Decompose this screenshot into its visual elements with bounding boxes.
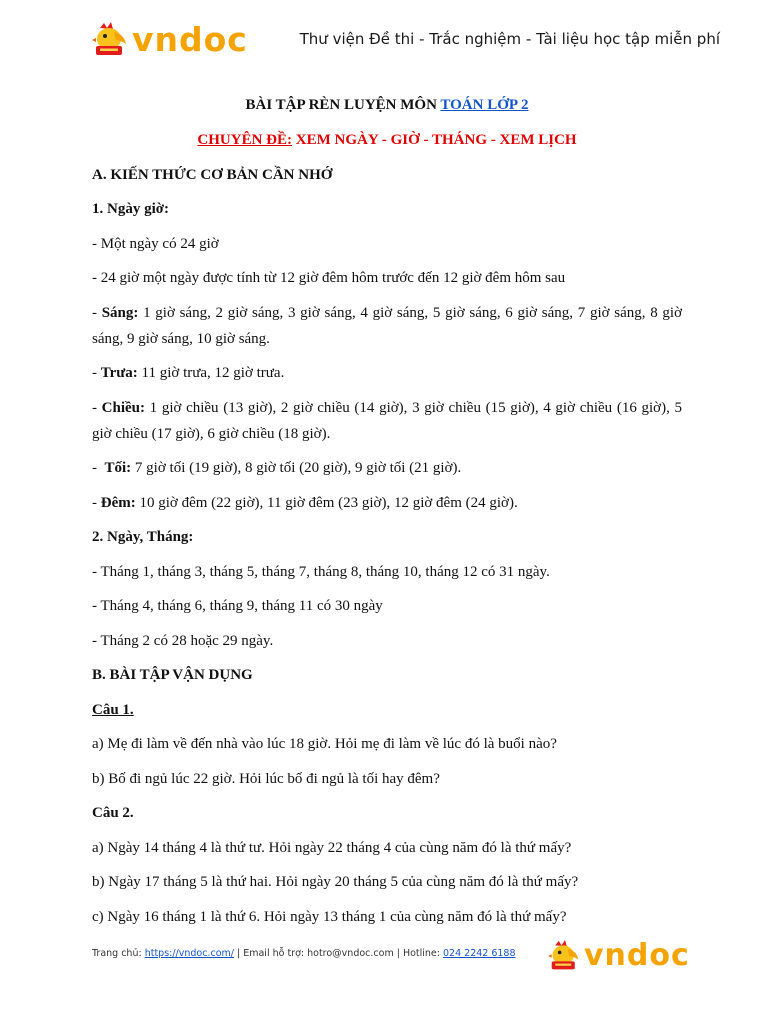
title-prefix: BÀI TẬP RÈN LUYỆN MÔN (245, 97, 441, 113)
cau1-heading: Câu 1. (92, 701, 134, 718)
rooster-mascot-icon (92, 22, 130, 58)
title-subject-link[interactable]: TOÁN LỚP 2 (440, 97, 529, 113)
document-body (92, 92, 682, 938)
sang-paragraph: - Sáng: 1 giờ sáng, 2 giờ sáng, 3 giờ sáng, 4 giờ sáng, 5 giờ sáng, 6 giờ sáng, 7 giờ sáng, 8 giờ sáng, 9 giờ sáng, 10 giờ sáng. (92, 304, 683, 347)
logo-wordmark: vndoc (132, 20, 248, 59)
footer-home-link[interactable]: https://vndoc.com/ (144, 948, 234, 959)
part1-line2: - 24 giờ một ngày được tính từ 12 giờ đêm hôm trước đến 12 giờ đêm hôm sau (92, 270, 566, 286)
part2-heading: 2. Ngày, Tháng: (92, 529, 194, 545)
subtitle-text: XEM NGÀY - GIỜ - THÁNG - XEM LỊCH (292, 132, 577, 148)
cau2-a: a) Ngày 14 tháng 4 là thứ tư. Hỏi ngày 22 tháng 4 của cùng năm đó là thứ mấy? (92, 839, 572, 856)
chieu-paragraph: - Chiều: 1 giờ chiều (13 giờ), 2 giờ chiều (14 giờ), 3 giờ chiều (15 giờ), 4 giờ chiều (16 giờ), 5 giờ chiều (17 giờ), 6 giờ chiều (18 giờ). (92, 399, 682, 442)
toi-paragraph: - Tối: 7 giờ tối (19 giờ), 8 giờ tối (20 giờ), 9 giờ tối (21 giờ). (92, 460, 462, 476)
chieu-label: Chiều: (101, 399, 145, 416)
header-tagline: Thư viện Đề thi - Trắc nghiệm - Tài liệu học tập miễn phí (299, 30, 720, 48)
dem-text: 10 giờ đêm (22 giờ), 11 giờ đêm (23 giờ), 12 giờ đêm (24 giờ). (135, 494, 518, 511)
document-subtitle (92, 127, 682, 153)
footer-contact (92, 948, 516, 959)
trua-label: Trưa: (100, 365, 138, 381)
footer-logo-wordmark: vndoc (584, 938, 690, 973)
toi-label: Tối: (104, 460, 132, 476)
vndoc-logo[interactable] (92, 22, 248, 58)
part2-line2: - Tháng 4, tháng 6, tháng 9, tháng 11 có 30 ngày (92, 598, 383, 614)
part1-heading: 1. Ngày giờ: (92, 201, 170, 217)
cau2-c: c) Ngày 16 tháng 1 là thứ 6. Hỏi ngày 13 tháng 1 của cùng năm đó là thứ mấy? (92, 908, 567, 925)
page-footer (0, 934, 768, 984)
footer-home-label: Trang chủ: (92, 948, 145, 959)
document-title (92, 92, 682, 118)
cau1-b: b) Bố đi ngủ lúc 22 giờ. Hỏi lúc bố đi ngủ là tối hay đêm? (92, 770, 440, 787)
part1-line1: - Một ngày có 24 giờ (92, 235, 219, 252)
footer-vndoc-logo[interactable] (548, 938, 690, 974)
trua-text: 11 giờ trưa, 12 giờ trưa. (137, 365, 285, 381)
footer-email-text: | Email hỗ trợ: hotro@vndoc.com | Hotline: (233, 948, 443, 959)
footer-hotline-link[interactable]: 024 2242 6188 (443, 948, 516, 959)
subtitle-label: CHUYÊN ĐỀ: (197, 132, 292, 148)
rooster-mascot-icon (548, 940, 582, 972)
chieu-text: 1 giờ chiều (13 giờ), 2 giờ chiều (14 giờ), 3 giờ chiều (15 giờ), 4 giờ chiều (16 giờ), 5 giờ chiều (17 giờ), 6 giờ chiều (18 giờ). (92, 399, 682, 442)
dem-label: Đêm: (100, 494, 136, 511)
part2-line1: - Tháng 1, tháng 3, tháng 5, tháng 7, tháng 8, tháng 10, tháng 12 có 31 ngày. (92, 563, 550, 580)
cau2-heading: Câu 2. (92, 805, 134, 821)
section-b-heading: B. BÀI TẬP VẬN DỤNG (92, 667, 253, 683)
part2-line3: - Tháng 2 có 28 hoặc 29 ngày. (92, 632, 274, 649)
sang-text: 1 giờ sáng, 2 giờ sáng, 3 giờ sáng, 4 giờ sáng, 5 giờ sáng, 6 giờ sáng, 7 giờ sáng, 8 giờ sáng, 9 giờ sáng, 10 giờ sáng. (92, 304, 683, 347)
sang-label: Sáng: (101, 304, 139, 321)
page-header (0, 0, 768, 80)
dem-paragraph: - Đêm: 10 giờ đêm (22 giờ), 11 giờ đêm (23 giờ), 12 giờ đêm (24 giờ). (92, 494, 518, 511)
cau1-a: a) Mẹ đi làm về đến nhà vào lúc 18 giờ. Hỏi mẹ đi làm về lúc đó là buổi nào? (92, 736, 557, 752)
section-a-heading: A. KIẾN THỨC CƠ BẢN CẦN NHỚ (92, 166, 333, 183)
toi-text: 7 giờ tối (19 giờ), 8 giờ tối (20 giờ), 9 giờ tối (21 giờ). (131, 460, 462, 476)
cau2-b: b) Ngày 17 tháng 5 là thứ hai. Hỏi ngày 20 tháng 5 của cùng năm đó là thứ mấy? (92, 874, 579, 890)
trua-paragraph: - Trưa: 11 giờ trưa, 12 giờ trưa. (92, 365, 285, 381)
